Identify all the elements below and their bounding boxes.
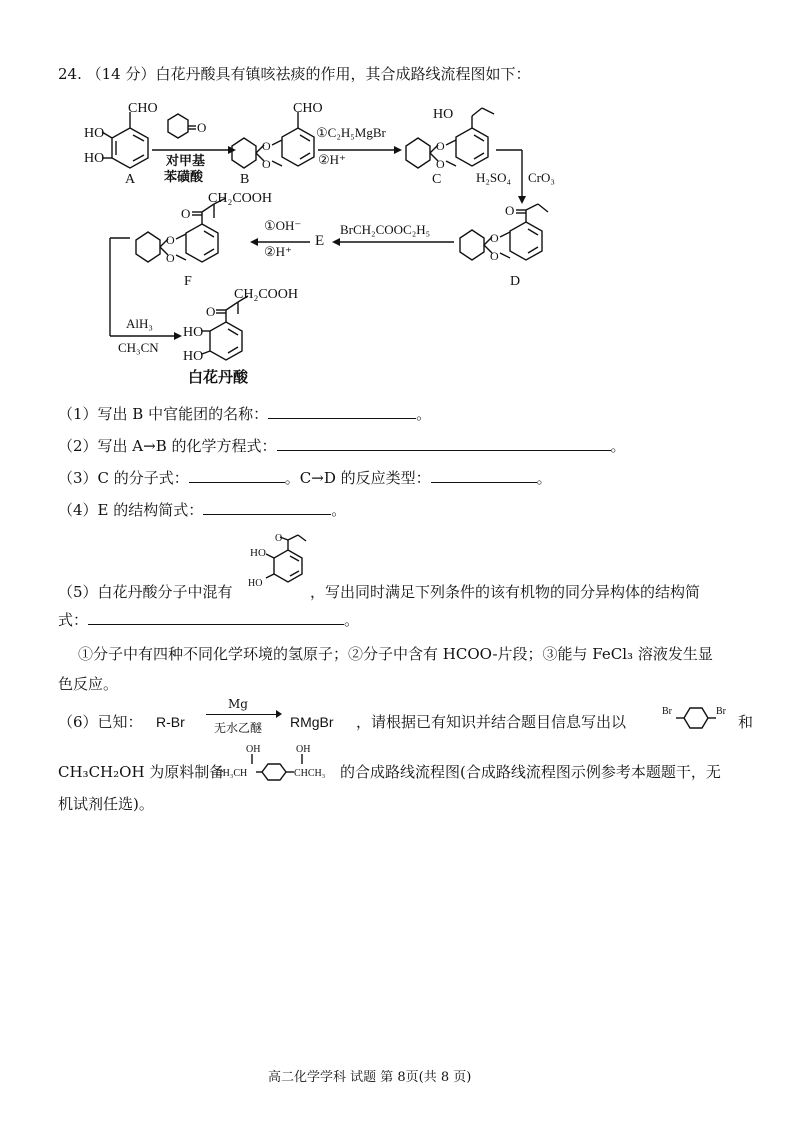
q5-inset-o: O (275, 533, 283, 544)
c-o2-label: O (436, 157, 445, 171)
q6-t-right: CHCH₃ (294, 768, 326, 779)
q5-line1-b (310, 582, 700, 602)
reagent-f-prod-1: AlH₃ (126, 316, 153, 331)
q4-answer-blank[interactable] (203, 500, 331, 515)
q6-br1: Br (662, 706, 672, 717)
q5-end: 。 (344, 611, 360, 629)
compound-b-structure (232, 101, 323, 171)
page-footer: 高二化学学科 试题 第 8页(共 8 页) (268, 1070, 472, 1085)
b-cho-label: CHO (293, 101, 323, 116)
q2-line (58, 436, 626, 456)
q6-text-c: 和 (738, 713, 754, 731)
reagent-ab-2: 苯磺酸 (164, 169, 204, 184)
q6-rmgbr: RMgBr (290, 714, 334, 730)
label-f: F (184, 274, 192, 289)
q3-end: 。 (536, 469, 552, 487)
reagent-ef-1: ①OH⁻ (264, 218, 302, 233)
c-ho-label: HO (433, 107, 454, 122)
label-b: B (240, 172, 250, 187)
arrow-a-b (152, 114, 236, 154)
prod-ho2-label: HO (183, 349, 204, 364)
d-o1-label: O (490, 231, 499, 245)
compound-a-structure (84, 101, 158, 168)
q4-text: （4）E 的结构简式： (58, 501, 204, 519)
label-product: 白花丹酸 (188, 370, 249, 386)
d-ketone-o: O (505, 203, 515, 218)
q3-line (58, 468, 552, 488)
question-points: （14 分） (86, 65, 156, 83)
reagent-f-prod-2: CH₃CN (118, 340, 159, 355)
q5-text-b: ，写出同时满足下列条件的该有机物的同分异构体的结构简 (310, 583, 701, 601)
q4-line (58, 500, 346, 520)
label-a: A (125, 172, 136, 187)
prod-ketone-o: O (206, 304, 216, 319)
q6-t-oh2: OH (296, 744, 311, 755)
q2-text: （2）写出 A→B 的化学方程式： (58, 437, 277, 455)
q5-answer-blank[interactable] (88, 610, 344, 625)
q2-answer-blank[interactable] (277, 436, 611, 451)
compound-d-structure (460, 203, 548, 263)
q1-line (58, 404, 431, 424)
q3-text: （3）C 的分子式： (58, 469, 189, 487)
f-ch2cooh-label: CH₂COOH (208, 191, 272, 206)
reagent-ef-2: ②H⁺ (264, 244, 292, 259)
compound-f-structure (136, 191, 272, 265)
q6-target-molecule (214, 740, 342, 784)
label-d: D (510, 274, 521, 289)
a-ho2-label: HO (84, 151, 105, 166)
q6-arrow-line (206, 714, 278, 715)
q5-line2 (58, 610, 359, 630)
q6-t-oh1: OH (246, 744, 261, 755)
b-o2-label: O (262, 157, 271, 171)
reagent-cd-1: H₂SO₄ (476, 170, 512, 185)
compound-c-structure (406, 107, 494, 171)
q5-inset-ho2: HO (248, 578, 263, 589)
q1-end: 。 (416, 405, 432, 423)
label-c: C (432, 172, 442, 187)
q6-dibromobenzene (660, 702, 738, 732)
q5-inset-ho1: HO (250, 547, 266, 559)
prod-ch2cooh-label: CH₂COOH (234, 287, 298, 302)
q6-line2-b: 的合成路线流程图(合成路线流程图示例参考本题题干，无 (340, 763, 721, 781)
q6-line2-a: CH₃CH₂OH 为原料制备 (58, 763, 225, 781)
b-o1-label: O (262, 139, 271, 153)
reagent-cd-2: CrO₃ (528, 170, 555, 185)
q5-line1 (58, 582, 233, 602)
q3-mid: 。C→D 的反应类型： (284, 469, 431, 487)
question-intro: 白花丹酸具有镇咳祛痰的作用，其合成路线流程图如下： (155, 65, 531, 83)
d-o2-label: O (490, 249, 499, 263)
q6-mg: Mg (228, 697, 248, 711)
reagent-de: BrCH₂COOC₂H₅ (340, 222, 431, 237)
q5-text-c: 式： (58, 611, 89, 629)
q5-text-a: （5）白花丹酸分子中混有 (58, 583, 233, 601)
q6-solvent: 无水乙醚 (214, 721, 263, 735)
a-cho-label: CHO (128, 101, 158, 116)
reagent-bc-2: ②H⁺ (318, 152, 346, 167)
label-e: E (315, 233, 325, 249)
q6-label: （6）已知： (58, 713, 143, 731)
q3-type-blank[interactable] (431, 468, 537, 483)
product-structure (183, 287, 298, 364)
q6-t-left: CH₃CH (216, 768, 248, 779)
f-ketone-o: O (181, 206, 191, 221)
q4-end: 。 (331, 501, 347, 519)
q1-answer-blank[interactable] (268, 404, 416, 419)
q3-formula-blank[interactable] (189, 468, 285, 483)
arrow-d-e (332, 238, 454, 246)
prod-ho1-label: HO (183, 325, 204, 340)
q6-line3: 机试剂任选)。 (58, 795, 154, 813)
c-o1-label: O (436, 139, 445, 153)
q2-end: 。 (610, 437, 626, 455)
f-o2-label: O (166, 251, 175, 265)
q1-text: （1）写出 B 中官能团的名称： (58, 405, 269, 423)
a-ho1-label: HO (84, 126, 105, 141)
q5-conditions-1: ①分子中有四种不同化学环境的氢原子；②分子中含有 HCOO-片段；③能与 FeCl₃ 溶液发生显 (78, 645, 713, 663)
reagent-ab-1: 对甲基 (166, 153, 206, 168)
q6-arrow-head (276, 710, 282, 718)
reagent-bc-1: ①C₂H₅MgBr (316, 125, 386, 140)
f-o1-label: O (166, 233, 175, 247)
q5-conditions-2: 色反应。 (58, 675, 119, 693)
question-number: 24. (58, 65, 82, 83)
ab-ketone-o: O (197, 120, 207, 135)
q6-text-b: ，请根据已有知识并结合题目信息写出以 (356, 713, 627, 731)
q6-br2: Br (716, 706, 726, 717)
q6-rbr: R-Br (156, 714, 185, 730)
